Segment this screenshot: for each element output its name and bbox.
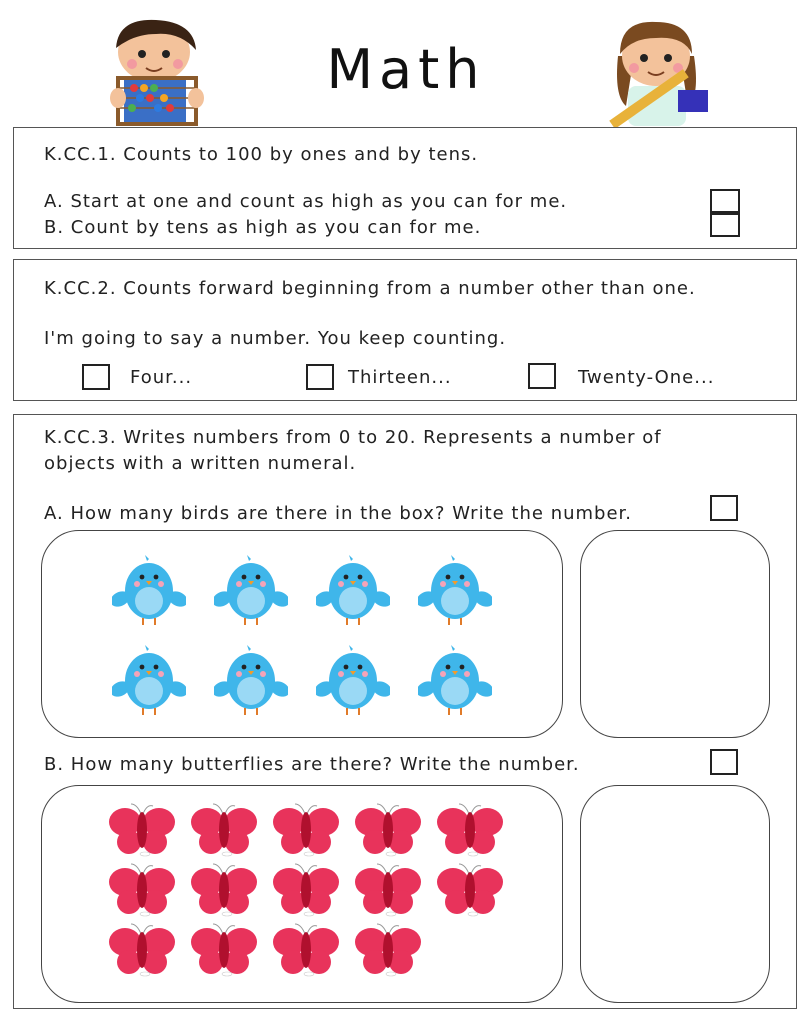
butterfly-icon [353, 800, 423, 858]
butterfly-icon [353, 860, 423, 918]
checkbox-four[interactable] [82, 364, 110, 390]
bird-icon [316, 555, 390, 627]
butterfly-icon [353, 920, 423, 978]
section-kcc1-item-a: A. Start at one and count as high as you can for me. [44, 191, 568, 212]
question-a-text: A. How many birds are there in the box? Write the number. [44, 503, 633, 524]
bird-icon [418, 555, 492, 627]
butterfly-icon [189, 800, 259, 858]
section-kcc3-heading-line1: K.CC.3. Writes numbers from 0 to 20. Represents a number of [44, 427, 662, 448]
page-title: Math [326, 38, 486, 101]
section-kcc1 [13, 127, 797, 249]
option-twenty-one-label: Twenty-One... [578, 367, 715, 388]
section-kcc3-heading-line2: objects with a written numeral. [44, 453, 357, 474]
section-kcc1-item-b: B. Count by tens as high as you can for me. [44, 217, 482, 238]
section-kcc2 [13, 259, 797, 401]
butterfly-icon [107, 920, 177, 978]
question-b-text: B. How many butterflies are there? Write the number. [44, 754, 580, 775]
bird-icon [112, 555, 186, 627]
butterfly-icon [189, 860, 259, 918]
butterfly-icon [435, 800, 505, 858]
butterfly-icon [189, 920, 259, 978]
butterfly-icon [271, 860, 341, 918]
checkbox-twenty-one[interactable] [528, 363, 556, 389]
boy-with-abacus-illustration [104, 16, 214, 128]
bird-icon [214, 555, 288, 627]
checkbox-question-b[interactable] [710, 749, 738, 775]
bird-icon [418, 645, 492, 717]
section-kcc2-prompt: I'm going to say a number. You keep counting. [44, 328, 507, 349]
checkbox-item-b[interactable] [710, 213, 740, 237]
butterfly-icon [107, 860, 177, 918]
bird-icon [316, 645, 390, 717]
girl-with-ruler-illustration [604, 16, 714, 128]
birds-answer-box[interactable] [580, 530, 770, 738]
butterfly-icon [107, 800, 177, 858]
checkbox-question-a[interactable] [710, 495, 738, 521]
option-thirteen-label: Thirteen... [348, 367, 452, 388]
section-kcc2-heading: K.CC.2. Counts forward beginning from a number other than one. [44, 278, 696, 299]
bird-icon [214, 645, 288, 717]
checkbox-thirteen[interactable] [306, 364, 334, 390]
butterfly-icon [271, 800, 341, 858]
bird-icon [112, 645, 186, 717]
butterfly-icon [435, 860, 505, 918]
section-kcc3 [13, 414, 797, 1009]
checkbox-item-a[interactable] [710, 189, 740, 213]
butterfly-icon [271, 920, 341, 978]
butterflies-answer-box[interactable] [580, 785, 770, 1003]
section-kcc1-heading: K.CC.1. Counts to 100 by ones and by tens. [44, 144, 479, 165]
option-four-label: Four... [130, 367, 193, 388]
